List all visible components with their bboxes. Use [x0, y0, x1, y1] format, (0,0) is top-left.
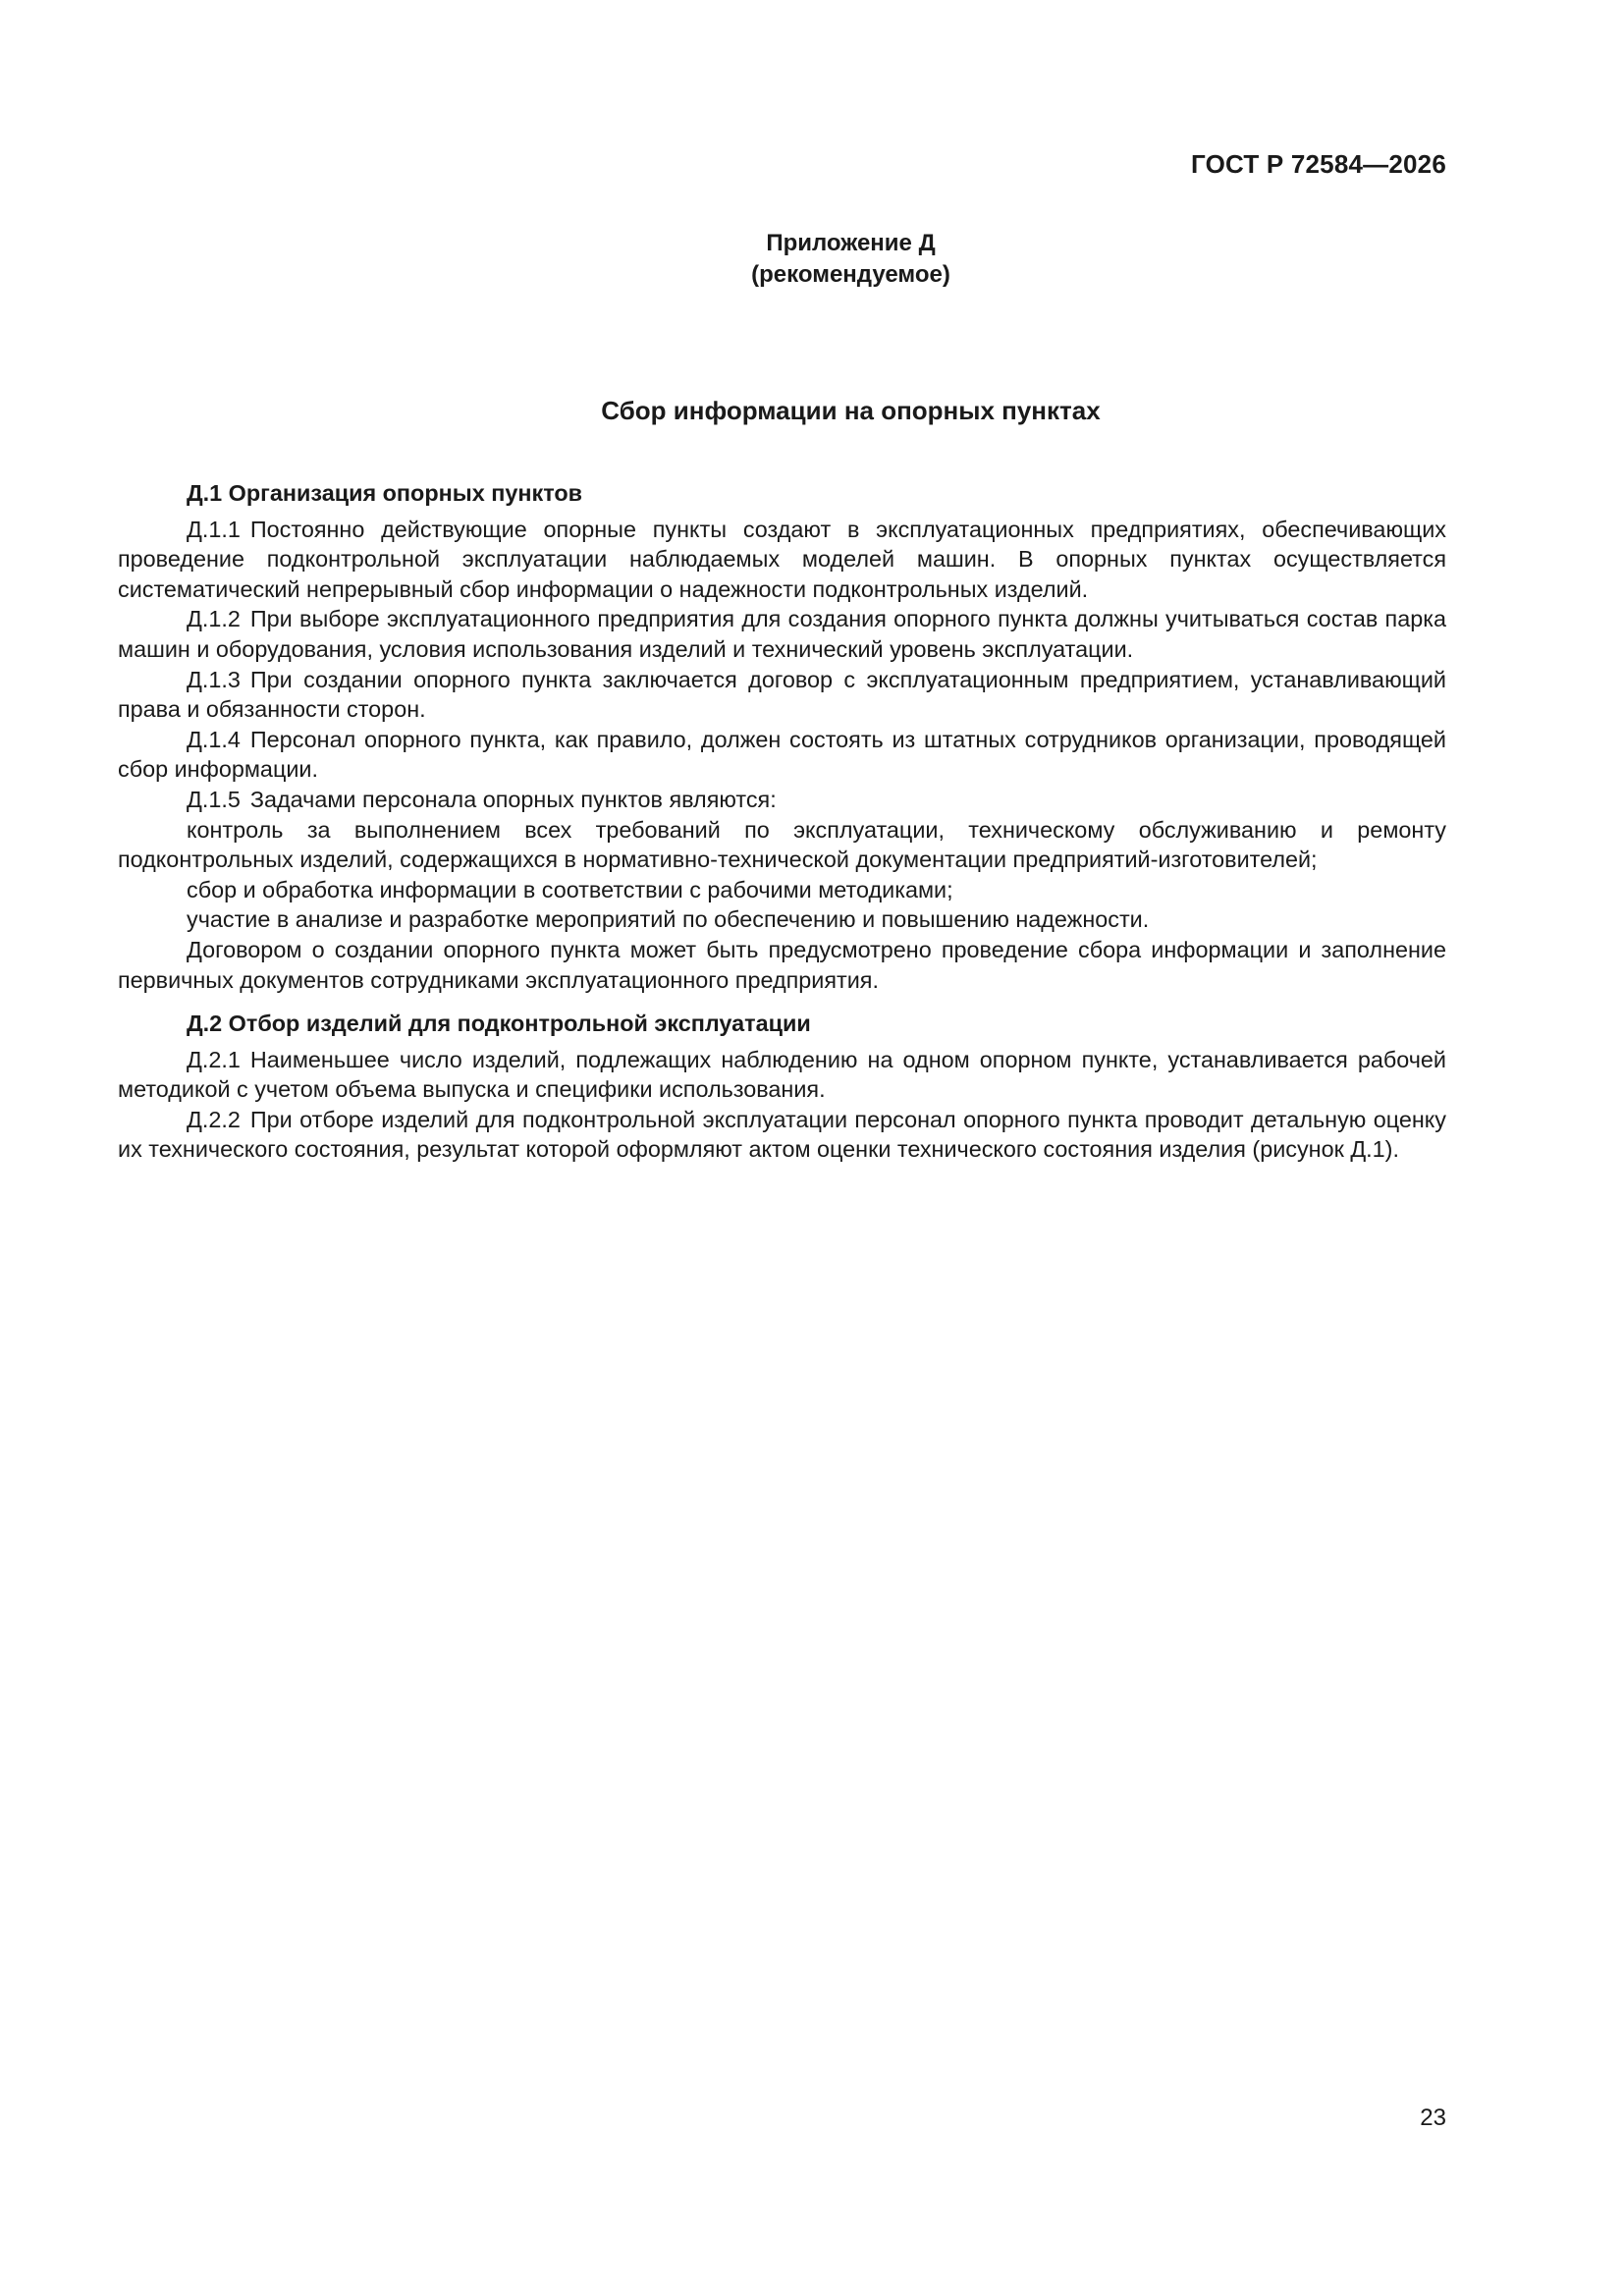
- section-heading: Д.1 Организация опорных пунктов: [187, 480, 583, 506]
- paragraph-number: Д.1.3: [187, 666, 241, 692]
- paragraph-number: Д.1.2: [187, 606, 241, 632]
- section-heading: Д.2 Отбор изделий для подконтрольной эксплуатации: [187, 1011, 811, 1037]
- paragraph-text: При создании опорного пункта заключается договор с эксплуатационным предприятием, устанавливающий права и обязанности сторон.: [118, 666, 1446, 723]
- paragraph-number: Д.1.4: [187, 726, 241, 752]
- paragraph: [118, 1045, 1446, 1105]
- document-title: Сбор информации на опорных пунктах: [601, 396, 1101, 425]
- paragraph-text: При выборе эксплуатационного предприятия для создания опорного пункта должны учитываться состав парка машин и оборудования, условия использования изделий и технический уровень эксплуатации.: [118, 606, 1446, 662]
- paragraph-number: Д.2.1: [187, 1046, 241, 1072]
- appendix-heading: [0, 228, 1623, 291]
- paragraph-text: При отборе изделий для подконтрольной эксплуатации персонал опорного пункта проводит детальную оценку их технического состояния, результат которой оформляют актом оценки технического состояния изделия (рисунок Д.1).: [118, 1106, 1446, 1163]
- page-number: 23: [1420, 2105, 1446, 2131]
- paragraph: [118, 604, 1446, 664]
- paragraph: [118, 1105, 1446, 1165]
- paragraph-number: Д.1.1: [187, 516, 241, 542]
- appendix-label: Приложение Д: [766, 230, 936, 256]
- paragraph-text: контроль за выполнением всех требований по эксплуатации, техническому обслуживанию и ремонту подконтрольных изделий, содержащихся в нормативно-технической документации предприятий-изготовителей;: [118, 816, 1446, 873]
- paragraph-text: Задачами персонала опорных пунктов являются:: [249, 786, 777, 812]
- list-item: [118, 904, 1446, 935]
- paragraph-text: Наименьшее число изделий, подлежащих наблюдению на одном опорном пункте, устанавливается рабочей методикой с учетом объема выпуска и специфики использования.: [118, 1046, 1446, 1103]
- paragraph-number: Д.2.2: [187, 1106, 241, 1132]
- paragraph-text: Персонал опорного пункта, как правило, должен состоять из штатных сотрудников организации, проводящей сбор информации.: [118, 726, 1446, 783]
- appendix-status: (рекомендуемое): [751, 261, 950, 288]
- paragraph: [118, 515, 1446, 605]
- paragraph: [118, 665, 1446, 725]
- paragraph-text: участие в анализе и разработке мероприятий по обеспечению и повышению надежности.: [187, 906, 1150, 933]
- document-body: [118, 478, 1446, 1165]
- paragraph-number: Д.1.5: [187, 786, 241, 812]
- paragraph-text: Договором о создании опорного пункта может быть предусмотрено проведение сбора информации и заполнение первичных документов сотрудниками эксплуатационного предприятия.: [118, 936, 1446, 993]
- standard-code: ГОСТ Р 72584—2026: [1191, 149, 1446, 179]
- paragraph: [118, 725, 1446, 785]
- paragraph: [118, 785, 1446, 815]
- list-item: [118, 815, 1446, 875]
- list-item: [118, 875, 1446, 905]
- paragraph-text: Постоянно действующие опорные пункты создают в эксплуатационных предприятиях, обеспечивающих проведение подконтрольной эксплуатации наблюдаемых моделей машин. В опорных пунктах осуществляется систематический непрерывный сбор информации о надежности подконтрольных изделий.: [118, 516, 1446, 602]
- paragraph: [118, 935, 1446, 995]
- paragraph-text: сбор и обработка информации в соответствии с рабочими методиками;: [187, 876, 953, 902]
